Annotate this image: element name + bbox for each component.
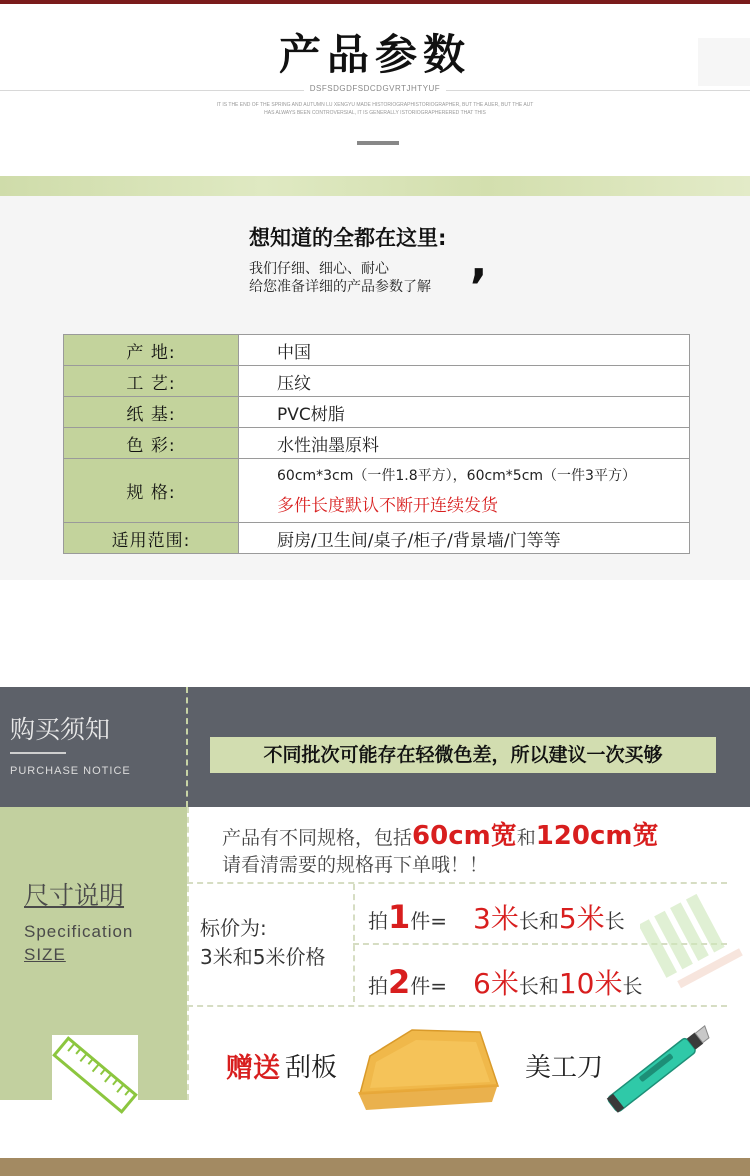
gift-item-label: 刮板: [285, 1053, 338, 1083]
size-title: [24, 876, 124, 912]
price-row-1: [368, 897, 625, 937]
header-subtitle: [0, 84, 750, 93]
price-row-2: [368, 962, 643, 1002]
header-subtitle-text: DSFSDGDFSDCDGVRTJHTYUF: [304, 84, 446, 93]
price-label-1: 标价为:: [200, 916, 267, 940]
size-divider: [187, 807, 189, 1100]
qty-number: 2: [388, 963, 411, 1001]
length-a-suffix: 长和: [518, 974, 559, 998]
param-value: 中国: [239, 335, 690, 366]
notice-underline: [10, 752, 66, 754]
header-small-line-1: IT IS THE END OF THE SPRING AND AUTUMN LU XENGYU MADE HISTORIOGRAPHISTORIOGRAPHER, BUT THE AUER, BUT THE AUT: [216, 102, 534, 108]
length-b-suffix: 长: [604, 909, 625, 933]
param-key: 工 艺:: [64, 366, 239, 397]
notice-subtitle: PURCHASE NOTICE: [10, 765, 131, 777]
ruler-icon-graphic: [52, 1035, 138, 1115]
notice-message: 不同批次可能存在轻微色差，所以建议一次买够: [210, 737, 716, 773]
jian-label: 件=: [410, 909, 448, 933]
knife-label: 美工刀: [525, 1053, 604, 1083]
param-value: 厨房/卫生间/桌子/柜子/背景墙/门等等: [239, 523, 690, 554]
param-key: 适用范围:: [64, 523, 239, 554]
param-value: 水性油墨原料: [239, 428, 690, 459]
intro-title: 想知道的全都在这里:: [249, 226, 447, 250]
param-value: [239, 459, 690, 523]
size-info-line-2: 请看清需要的规格再下单哦！！: [222, 854, 489, 876]
size-title-text: 尺寸说明: [24, 881, 125, 910]
intro-line-2: 给您准备详细的产品参数了解: [249, 279, 431, 295]
header-small-line-2: HAS ALWAYS BEEN CONTROVERSIAL, IT IS GENERALLY ISTORIOGRAPHERERED THAT THIS: [264, 110, 486, 116]
table-row: [64, 428, 690, 459]
green-texture-band: [0, 176, 750, 196]
size-info-prefix: 产品有不同规格，包括: [222, 827, 413, 849]
purchase-notice-section: [0, 687, 750, 807]
pai-label: 拍: [368, 974, 388, 998]
param-key: 色 彩:: [64, 428, 239, 459]
param-value: 压纹: [239, 366, 690, 397]
bottom-bar: [0, 1158, 750, 1176]
intro-comma: ,: [470, 234, 488, 288]
size-subtitle-2: SIZE: [24, 945, 66, 964]
qty-number: 1: [388, 898, 411, 936]
params-table: [63, 334, 690, 554]
header-small-text: [180, 101, 570, 117]
length-b: 10米: [558, 967, 623, 1000]
spec-value: 60cm*3cm（一件1.8平方），60cm*5cm（一件3平方）: [277, 468, 636, 484]
param-key: 产 地:: [64, 335, 239, 366]
table-row: [64, 335, 690, 366]
scraper-image: [352, 1022, 502, 1112]
jian-label: 件=: [410, 974, 448, 998]
param-key: 纸 基:: [64, 397, 239, 428]
table-row: [64, 459, 690, 523]
length-a: 3米: [473, 902, 519, 935]
header-dash: [357, 141, 399, 145]
size-60cm: 60cm宽: [412, 821, 517, 851]
size-120cm: 120cm宽: [535, 821, 659, 851]
pai-label: 拍: [368, 909, 388, 933]
table-row: [64, 397, 690, 428]
table-row: [64, 366, 690, 397]
utility-knife-image: [598, 1024, 718, 1116]
ruler-icon: [52, 1035, 138, 1115]
size-info-line-1: [222, 815, 659, 852]
watermark-logo-icon: [640, 880, 750, 1000]
size-hdivider-2: [187, 1005, 727, 1007]
length-b: 5米: [558, 902, 605, 935]
notice-title: 购买须知: [10, 715, 111, 744]
length-b-suffix: 长: [622, 974, 643, 998]
intro-line-1: 我们仔细、细心、耐心: [249, 261, 389, 277]
param-key: 规 格:: [64, 459, 239, 523]
param-value: PVC树脂: [239, 397, 690, 428]
notice-divider: [186, 687, 188, 807]
size-subtitle-1: Specification: [24, 922, 134, 941]
gift-label: 赠送: [226, 1053, 280, 1084]
size-info-and: 和: [516, 827, 536, 849]
table-row: [64, 523, 690, 554]
length-a: 6米: [473, 967, 519, 1000]
length-a-suffix: 长和: [518, 909, 559, 933]
page-title: 产品参数: [278, 30, 471, 79]
price-label-2: 3米和5米价格: [200, 945, 326, 969]
spec-note: 多件长度默认不断开连续发货: [277, 496, 498, 516]
